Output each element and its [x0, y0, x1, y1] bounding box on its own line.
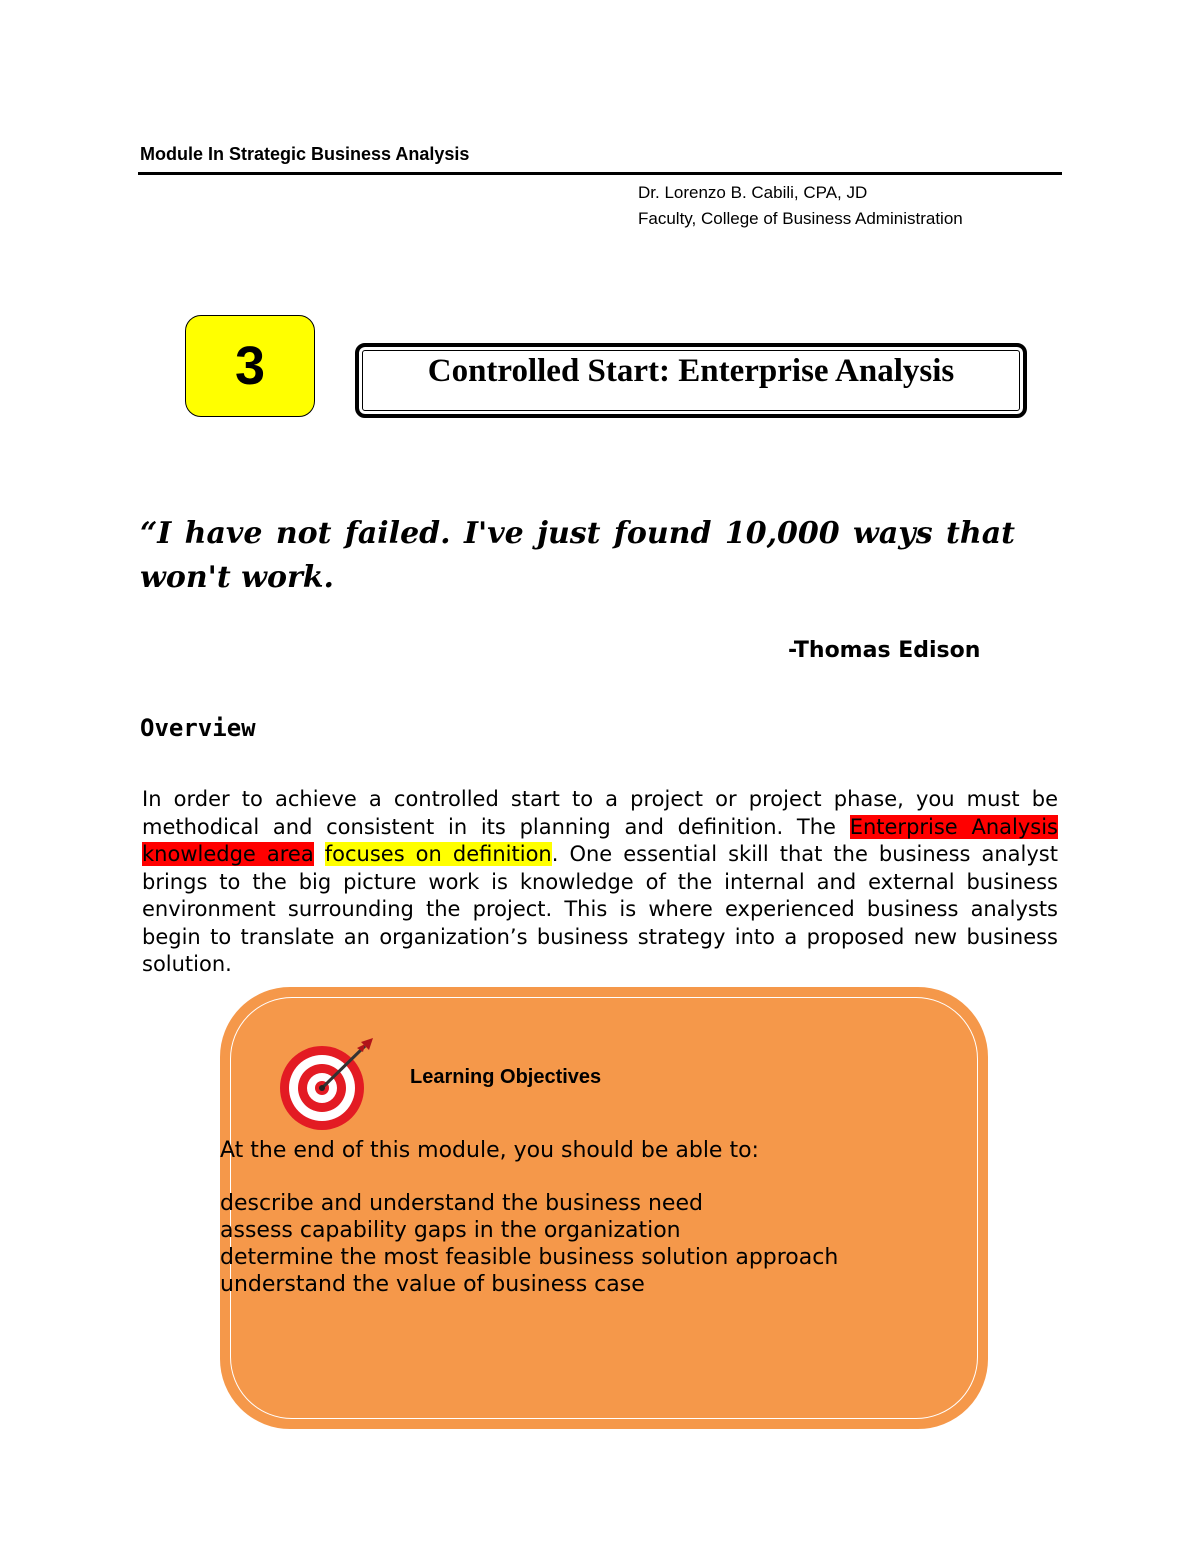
quote-author: -Thomas Edison	[788, 638, 981, 663]
objectives-list	[220, 1190, 838, 1298]
document-header-title: Module In Strategic Business Analysis	[140, 144, 470, 164]
quote-text: “I have not failed. I've just found 10,000 ways that won't work.	[140, 516, 1015, 595]
author-block	[638, 180, 963, 232]
highlight-knowledge-area: knowledge area	[142, 842, 314, 866]
target-icon	[277, 1038, 377, 1130]
objective-item: determine the most feasible business solution approach	[220, 1245, 839, 1270]
highlight-enterprise-analysis: Enterprise Analysis	[849, 814, 1058, 839]
overview-paragraph	[142, 786, 1058, 979]
learning-objectives-title: Learning Objectives	[410, 1066, 602, 1088]
chapter-number-badge: 3	[185, 315, 315, 417]
overview-text-end: . One essential skill that the business analyst brings to the big picture work is knowledge of the internal and external business environment surrounding the project. This is where experienced business analysts begin to translate an organization’s business strategy into a proposed new business solution.	[142, 842, 1058, 976]
author-role: Faculty, College of Business Administration	[638, 209, 963, 228]
objective-item: understand the value of business case	[220, 1272, 645, 1297]
objectives-intro: At the end of this module, you should be able to:	[220, 1138, 759, 1163]
chapter-title-box	[355, 343, 1027, 418]
highlight-focuses-on-definition: focuses on definition	[324, 842, 552, 866]
overview-heading: Overview	[140, 714, 256, 742]
objective-item: describe and understand the business need	[220, 1191, 703, 1216]
overview-text-start: In order to achieve a controlled start to a project or project phase, you must be methodical and consistent in its planning and definition. The	[142, 787, 1058, 839]
header-divider	[138, 172, 1062, 175]
author-name: Dr. Lorenzo B. Cabili, CPA, JD	[638, 183, 868, 202]
chapter-title: Controlled Start: Enterprise Analysis	[427, 353, 955, 389]
objective-item: assess capability gaps in the organization	[220, 1218, 681, 1243]
